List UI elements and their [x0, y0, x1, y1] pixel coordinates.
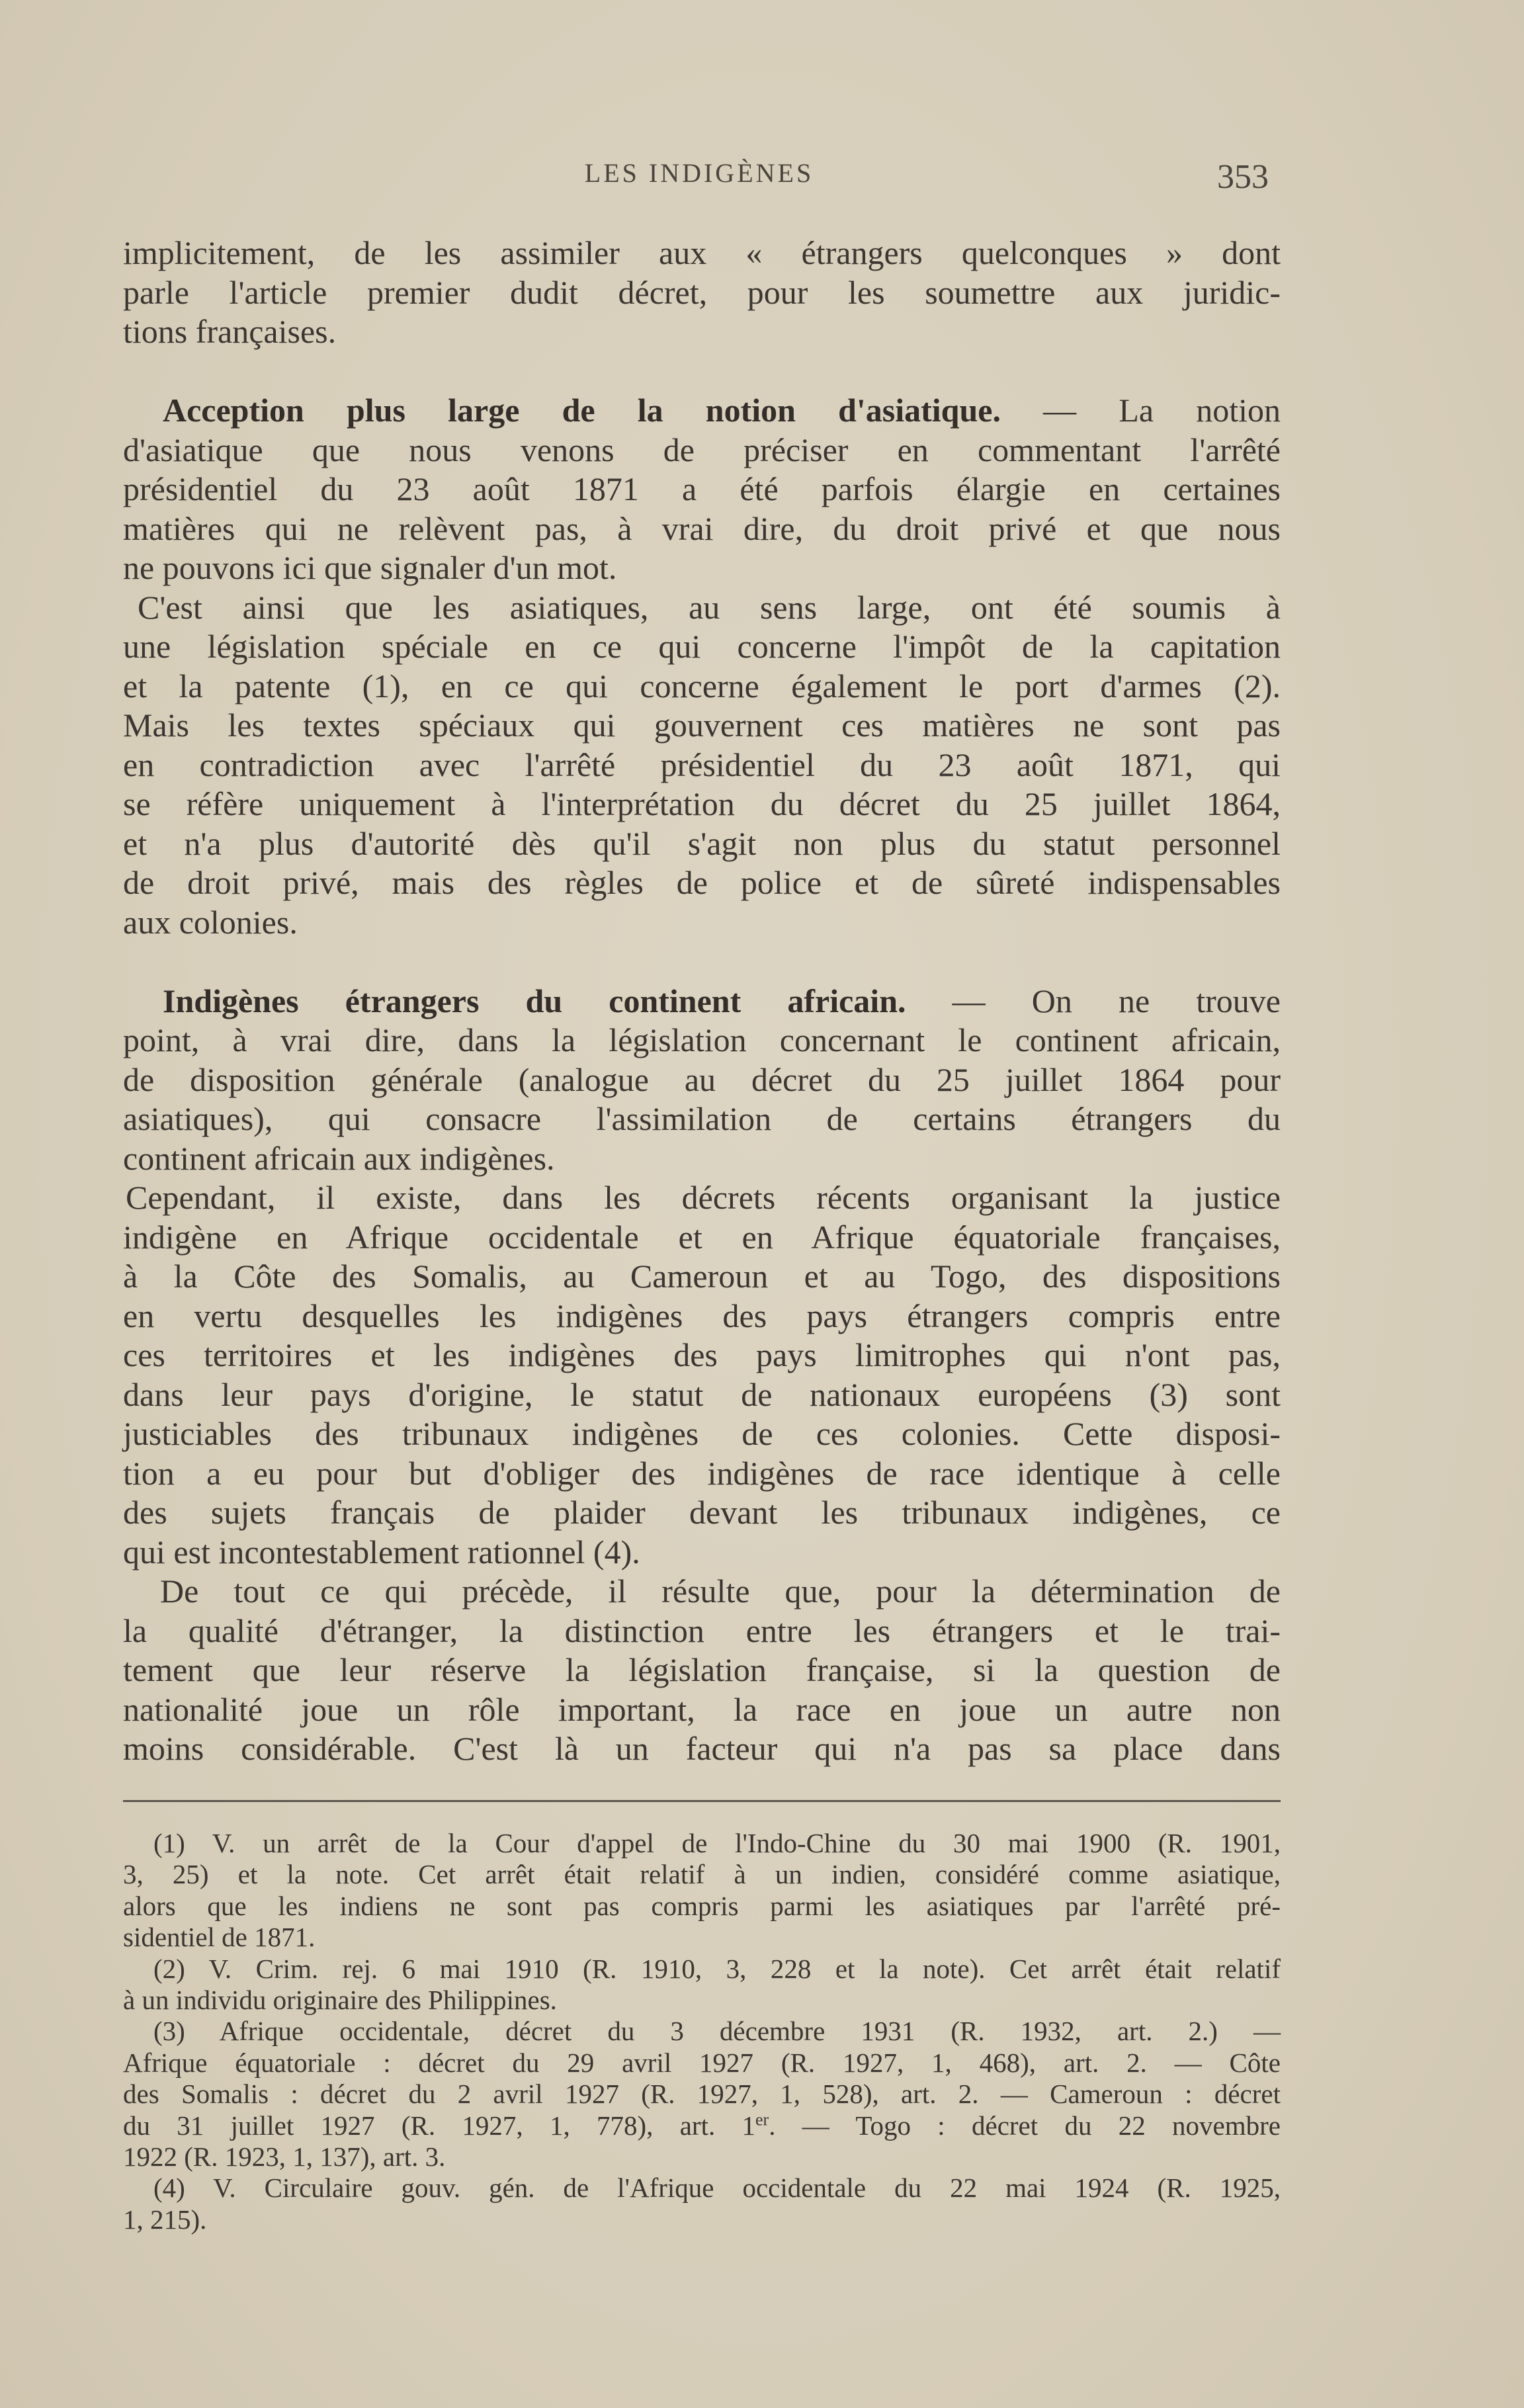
- line-text: De tout ce qui précède, il résulte que, pour la détermination de: [160, 1572, 1281, 1610]
- footnote-line: [123, 1954, 1281, 1985]
- text-line: [123, 1297, 1281, 1336]
- line-text: — On ne trouve: [906, 982, 1281, 1019]
- line-text: (2) V. Crim. rej. 6 mai 1910 (R. 1910, 3, 228 et la note). Cet arrêt était relatif: [153, 1953, 1281, 1984]
- line-text: implicitement, de les assimiler aux « étrangers quelconques » dont: [123, 234, 1281, 271]
- paragraph: [123, 588, 1281, 943]
- line-text: sidentiel de 1871.: [123, 1922, 316, 1953]
- line-text: à un individu originaire des Philippines.: [123, 1984, 557, 2015]
- text-line: [123, 1218, 1281, 1258]
- line-text: point, à vrai dire, dans la législation concernant le continent africain,: [123, 1021, 1281, 1058]
- text-line: [123, 746, 1281, 785]
- line-text: parle l'article premier dudit décret, pour les soumettre aux juridic-: [123, 273, 1281, 311]
- footnote-line: [123, 1828, 1281, 1859]
- text-line: [123, 982, 1281, 1021]
- text-line: [123, 431, 1281, 470]
- footnote-line: [123, 2141, 1281, 2172]
- line-text: tement que leur réserve la législation française, si la question de: [123, 1651, 1281, 1688]
- text-line: [123, 391, 1281, 431]
- section-heading: Indigènes étrangers du continent africain.: [163, 982, 906, 1019]
- line-text: ces territoires et les indigènes des pays limitrophes qui n'ont pas,: [123, 1336, 1281, 1373]
- line-text: (3) Afrique occidentale, décret du 3 décembre 1931 (R. 1932, art. 2.) —: [153, 2016, 1281, 2047]
- body-text: [123, 234, 1281, 1769]
- text-line: [123, 1139, 1281, 1179]
- text-line: [123, 667, 1281, 707]
- blank-line: [123, 942, 1281, 982]
- blank-line: [123, 352, 1281, 392]
- line-text: en contradiction avec l'arrêté présidentiel du 23 août 1871, qui: [123, 746, 1281, 783]
- text-line: [123, 785, 1281, 824]
- footnote-line: [123, 2016, 1281, 2047]
- line-text: en vertu desquelles les indigènes des pays étrangers compris entre: [123, 1297, 1281, 1334]
- line-text: qui est incontestablement rationnel (4).: [123, 1533, 640, 1570]
- text-line: [123, 1454, 1281, 1494]
- text-line: [123, 1651, 1281, 1690]
- text-line: [123, 1178, 1281, 1218]
- line-text: à la Côte des Somalis, au Cameroun et au Togo, des dispositions: [123, 1258, 1281, 1295]
- text-line: [123, 234, 1281, 273]
- section-paragraph: [123, 391, 1281, 588]
- footnote-line: [123, 2047, 1281, 2079]
- text-line: [123, 903, 1281, 943]
- text-line: [123, 627, 1281, 667]
- page-number: 353: [1217, 158, 1269, 196]
- line-text: indigène en Afrique occidentale et en Afrique équatoriale françaises,: [123, 1218, 1281, 1256]
- text-line: [123, 1493, 1281, 1533]
- footnotes: [123, 1828, 1281, 2235]
- text-line: [123, 1060, 1281, 1100]
- line-text: justiciables des tribunaux indigènes de ces colonies. Cette disposi-: [123, 1415, 1281, 1452]
- line-text: 1922 (R. 1923, 1, 137), art. 3.: [123, 2141, 446, 2172]
- text-line: [123, 863, 1281, 903]
- footnote-divider: [123, 1800, 1281, 1802]
- line-text: 1, 215).: [123, 2204, 207, 2235]
- paragraph: [123, 1572, 1281, 1769]
- line-text: se réfère uniquement à l'interprétation du décret du 25 juillet 1864,: [123, 785, 1281, 822]
- line-text: dans leur pays d'origine, le statut de nationaux européens (3) sont: [123, 1375, 1281, 1413]
- line-text: de disposition générale (analogue au décret du 25 juillet 1864 pour: [123, 1060, 1281, 1098]
- line-text: 3, 25) et la note. Cet arrêt était relatif à un indien, considéré comme asiatique,: [123, 1859, 1281, 1890]
- line-text: présidentiel du 23 août 1871 a été parfois élargie en certaines: [123, 470, 1281, 507]
- line-text: et la patente (1), en ce qui concerne également le port d'armes (2).: [123, 667, 1281, 705]
- text-line: [123, 548, 1281, 588]
- text-line: [123, 273, 1281, 313]
- text-line: [123, 1336, 1281, 1375]
- line-text: asiatiques), qui consacre l'assimilation de certains étrangers du: [123, 1100, 1281, 1137]
- line-text: nationalité joue un rôle important, la race en joue un autre non: [123, 1690, 1281, 1728]
- line-text: moins considérable. C'est là un facteur qui n'a pas sa place dans: [123, 1730, 1281, 1767]
- line-text: alors que les indiens ne sont pas compris parmi les asiatiques par l'arrêté pré-: [123, 1890, 1281, 1921]
- line-text: Cependant, il existe, dans les décrets récents organisant la justice: [126, 1179, 1281, 1216]
- line-text: — La notion: [1001, 392, 1281, 429]
- line-text: Afrique équatoriale : décret du 29 avril 1927 (R. 1927, 1, 468), art. 2. — Côte: [123, 2047, 1281, 2078]
- paragraph: [123, 1178, 1281, 1572]
- superscript: er: [755, 2109, 769, 2129]
- line-text: du 31 juillet 1927 (R. 1927, 1, 778), art. 1: [123, 2110, 756, 2141]
- text-line: [123, 312, 1281, 352]
- text-line: [123, 1729, 1281, 1769]
- footnote-1: [123, 1828, 1281, 1954]
- text-line: [123, 1612, 1281, 1651]
- footnote-line: [123, 2172, 1281, 2204]
- footnote-line: [123, 1985, 1281, 2016]
- text-line: [123, 1099, 1281, 1139]
- footnote-2: [123, 1954, 1281, 2016]
- running-title: LES INDIGÈNES: [584, 158, 814, 188]
- line-text: ne pouvons ici que signaler d'un mot.: [123, 549, 617, 586]
- text-line: [123, 588, 1281, 628]
- footnote-line: [123, 1922, 1281, 1953]
- line-text: tions françaises.: [123, 313, 337, 350]
- text-line: [123, 470, 1281, 509]
- text-line: [123, 706, 1281, 746]
- line-text: de droit privé, mais des règles de police et de sûreté indispensables: [123, 864, 1281, 901]
- text-line: [123, 509, 1281, 549]
- text-line: [123, 824, 1281, 864]
- line-text: une législation spéciale en ce qui concerne l'impôt de la capitation: [123, 628, 1281, 665]
- line-text: . — Togo : décret du 22 novembre: [769, 2110, 1281, 2141]
- line-text: et n'a plus d'autorité dès qu'il s'agit non plus du statut personnel: [123, 824, 1281, 862]
- line-text: Mais les textes spéciaux qui gouvernent ces matières ne sont pas: [123, 707, 1281, 744]
- footnote-line: [123, 2204, 1281, 2235]
- line-text: tion a eu pour but d'obliger des indigènes de race identique à celle: [123, 1454, 1281, 1492]
- footnote-4: [123, 2172, 1281, 2235]
- text-line: [123, 1572, 1281, 1612]
- footnote-line: [123, 2110, 1281, 2141]
- text-line: [123, 1021, 1281, 1060]
- text-line: [123, 1257, 1281, 1297]
- text-line: [123, 1690, 1281, 1730]
- text-line: [123, 1533, 1281, 1572]
- section-paragraph: [123, 982, 1281, 1179]
- line-text: d'asiatique que nous venons de préciser en commentant l'arrêté: [123, 431, 1281, 468]
- paragraph: [123, 234, 1281, 352]
- line-text: (1) V. un arrêt de la Cour d'appel de l'Indo-Chine du 30 mai 1900 (R. 1901,: [153, 1828, 1281, 1858]
- line-text: (4) V. Circulaire gouv. gén. de l'Afrique occidentale du 22 mai 1924 (R. 1925,: [153, 2172, 1281, 2204]
- section-heading: Acception plus large de la notion d'asiatique.: [163, 392, 1001, 429]
- line-text: continent africain aux indigènes.: [123, 1139, 555, 1177]
- line-text: des sujets français de plaider devant les tribunaux indigènes, ce: [123, 1494, 1281, 1531]
- line-text: aux colonies.: [123, 903, 298, 941]
- footnote-3: [123, 2016, 1281, 2172]
- line-text: C'est ainsi que les asiatiques, au sens large, ont été soumis à: [138, 588, 1281, 626]
- line-text: matières qui ne relèvent pas, à vrai dire, du droit privé et que nous: [123, 509, 1281, 547]
- line-text: la qualité d'étranger, la distinction entre les étrangers et le trai-: [123, 1612, 1281, 1649]
- footnote-line: [123, 1891, 1281, 1922]
- text-line: [123, 1375, 1281, 1415]
- footnote-line: [123, 2079, 1281, 2110]
- line-text: des Somalis : décret du 2 avril 1927 (R. 1927, 1, 528), art. 2. — Cameroun : décret: [123, 2079, 1281, 2110]
- text-line: [123, 1414, 1281, 1454]
- footnote-line: [123, 1859, 1281, 1890]
